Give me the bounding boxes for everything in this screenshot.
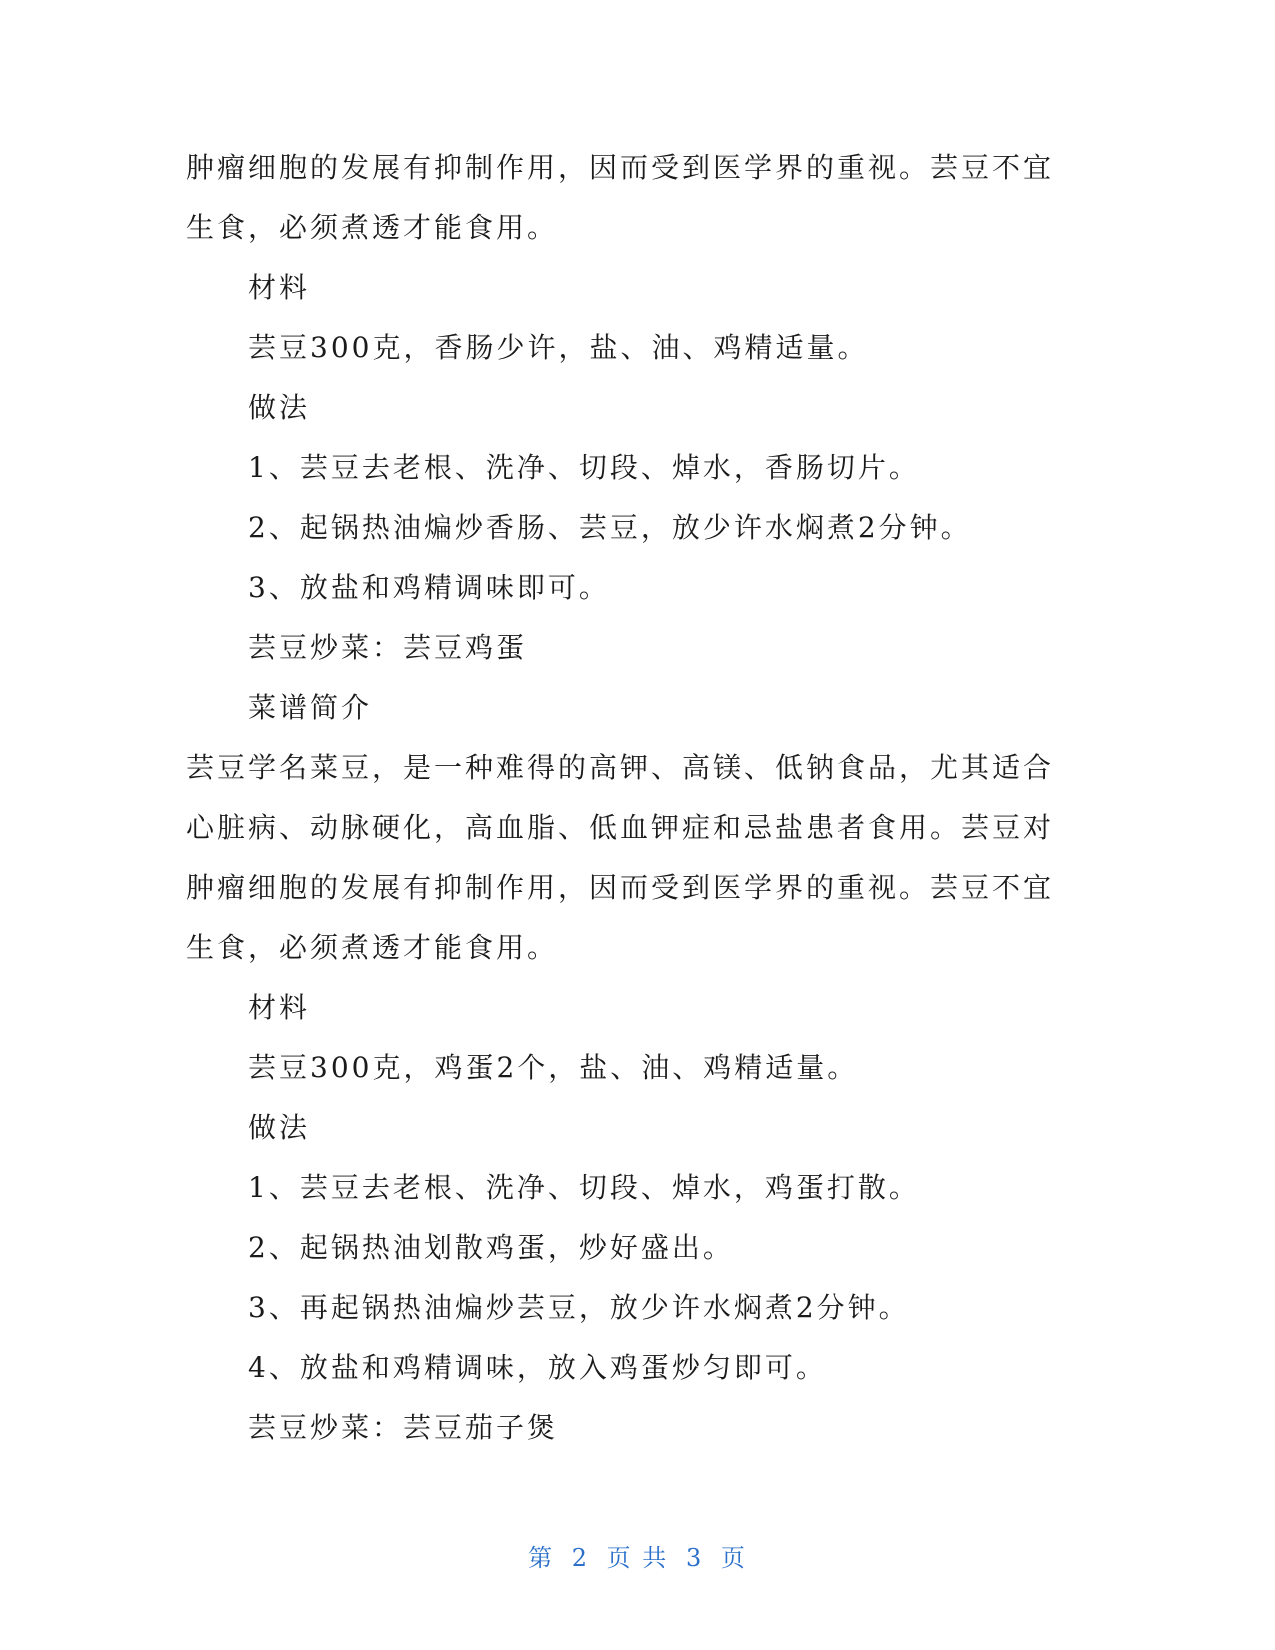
paragraph-line: 芸豆学名菜豆，是一种难得的高钾、高镁、低钠食品，尤其适合: [186, 751, 1055, 784]
method-step: 2、起锅热油划散鸡蛋，炒好盛出。: [248, 1231, 734, 1264]
paragraph-line: 心脏病、动脉硬化，高血脂、低血钾症和忌盐患者食用。芸豆对: [186, 811, 1055, 844]
section-heading-intro: 菜谱简介: [248, 691, 373, 724]
footer-total-pages: 3: [685, 1544, 704, 1572]
page-footer: [0, 1538, 1275, 1573]
method-step: 1、芸豆去老根、洗净、切段、焯水，香肠切片。: [248, 451, 920, 484]
footer-current-page: 2: [571, 1544, 590, 1572]
materials-list: 芸豆300克，香肠少许，盐、油、鸡精适量。: [248, 331, 869, 364]
method-step: 1、芸豆去老根、洗净、切段、焯水，鸡蛋打散。: [248, 1171, 920, 1204]
section-heading-method: 做法: [248, 1111, 311, 1144]
footer-middle: 页 共: [606, 1544, 669, 1572]
recipe-title: 芸豆炒菜：芸豆鸡蛋: [248, 631, 528, 664]
materials-list: 芸豆300克，鸡蛋2个，盐、油、鸡精适量。: [248, 1051, 859, 1084]
section-heading-method: 做法: [248, 391, 311, 424]
method-step: 3、再起锅热油煸炒芸豆，放少许水焖煮2分钟。: [248, 1291, 910, 1324]
method-step: 2、起锅热油煸炒香肠、芸豆，放少许水焖煮2分钟。: [248, 511, 972, 544]
paragraph-line: 生食，必须煮透才能食用。: [186, 211, 559, 244]
method-step: 4、放盐和鸡精调味，放入鸡蛋炒匀即可。: [248, 1351, 827, 1384]
paragraph-line: 肿瘤细胞的发展有抑制作用，因而受到医学界的重视。芸豆不宜: [186, 871, 1055, 904]
recipe-title: 芸豆炒菜：芸豆茄子煲: [248, 1411, 559, 1444]
method-step: 3、放盐和鸡精调味即可。: [248, 571, 610, 604]
footer-suffix: 页: [720, 1544, 747, 1572]
section-heading-materials: 材料: [248, 271, 311, 304]
paragraph-line: 肿瘤细胞的发展有抑制作用，因而受到医学界的重视。芸豆不宜: [186, 151, 1055, 184]
paragraph-line: 生食，必须煮透才能食用。: [186, 931, 559, 964]
footer-prefix: 第: [528, 1544, 555, 1572]
document-body: [186, 138, 1066, 1458]
section-heading-materials: 材料: [248, 991, 311, 1024]
